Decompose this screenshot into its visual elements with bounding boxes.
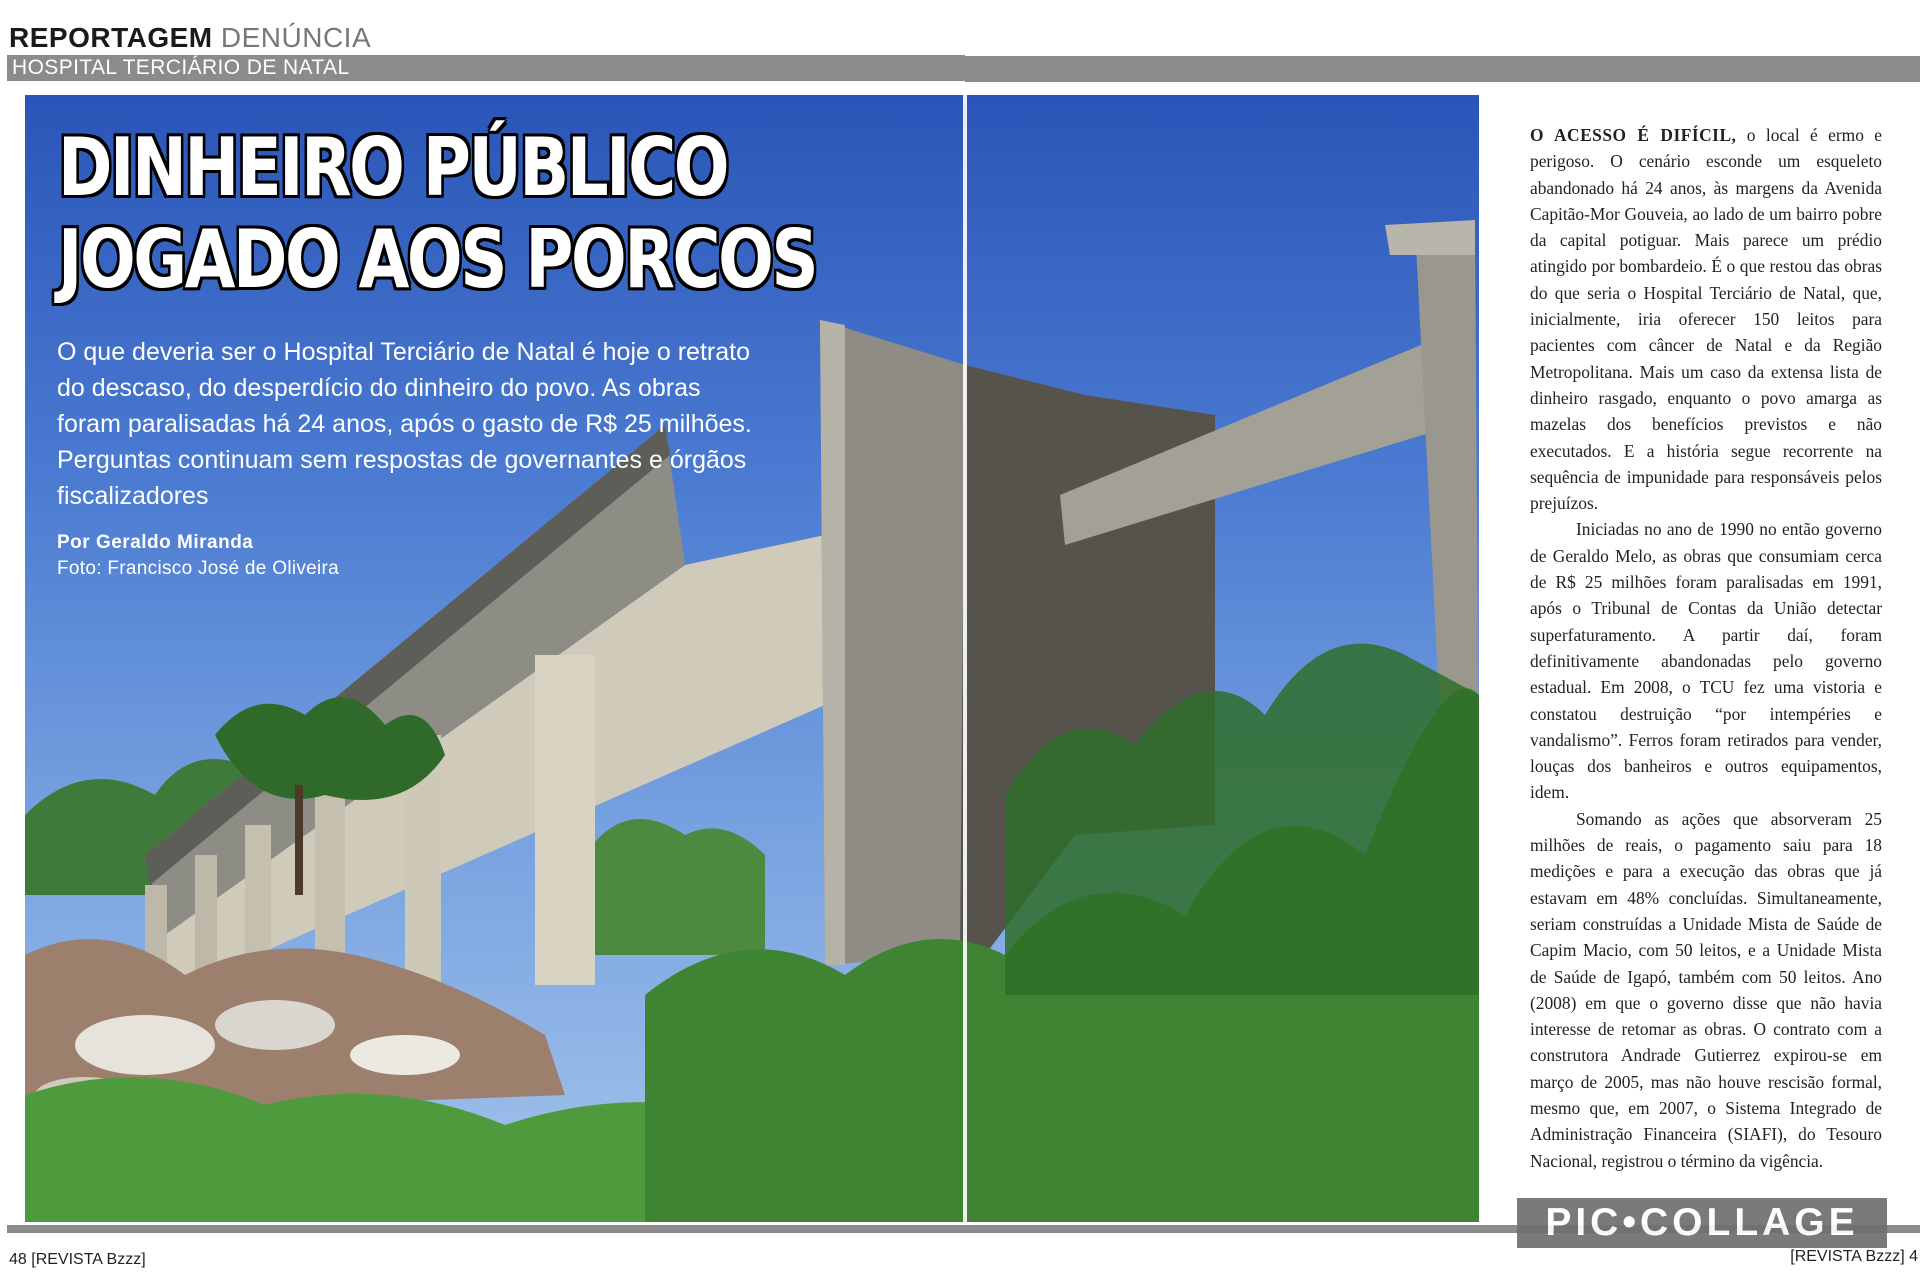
section-sublabel: DENÚNCIA <box>220 22 372 53</box>
lead-in: O ACESSO É DIFÍCIL, <box>1530 125 1737 145</box>
article-paragraph-1 <box>1530 122 1882 516</box>
headline-line-1: DINHEIRO PÚBLICO <box>58 121 728 214</box>
subhead: HOSPITAL TERCIÁRIO DE NATAL <box>12 56 350 79</box>
page-fold <box>963 82 967 1242</box>
article-paragraph-3: Somando as ações que absorveram 25 milhões de reais, o pagamento saiu para 18 medições e para a execução das obras que já estavam em 48% concluídas. Simultaneamente, seriam construídas a Unidade Mista de Saúde de Capim Macio, com 50 leitos, e a Unidade Mista de Saúde de Igapó, também com 50 leitos. Ano (2008) em que o governo disse que não havia interesse de retomar as obras. O contrato com a construtora Andrade Gutierrez expirou-se em março de 2005, mas não houve rescisão formal, mesmo que, em 2007, o Sistema Integrado de Administração Financeira (SIAFI), do Tesouro Nacional, registrou o término da vigência. <box>1530 808 1882 1171</box>
byline: Por Geraldo Miranda <box>57 532 254 553</box>
folio-left: 48 [REVISTA Bzzz] <box>9 1251 146 1268</box>
photo-credit: Foto: Francisco José de Oliveira <box>57 558 340 579</box>
header-band-right <box>965 56 1920 82</box>
article-paragraph-2: Iniciadas no ano de 1990 no então governo de Geraldo Melo, as obras que consumiam cerca de R$ 25 milhões foram paralisadas em 1991, após o Tribunal de Contas da União detectar superfaturamento. A partir daí, foram definitivamente abandonadas pelo governo estadual. Em 2008, o TCU fez uma vistoria e constatou destruição “por intempéries e vandalismo”. Ferros foram retirados para vender, louças dos banheiros e outros equipamentos, idem. <box>1530 519 1882 803</box>
watermark: PIC•COLLAGE <box>1517 1198 1887 1248</box>
article-body <box>1530 122 1882 1174</box>
paragraph-1-text: o local é ermo e perigoso. O cenário esconde um esqueleto abandonado há 24 anos, às margens da Avenida Capitão-Mor Gouveia, ao lado de um bairro pobre da capital potiguar. Mais parece um prédio atingido por bombardeio. É o que restou das obras do que seria o Hospital Terciário de Natal, que, inicialmente, iria oferecer 150 leitos para pacientes com câncer de Natal e da Região Metropolitana. Mais um caso da extensa lista de dinheiro rasgado, enquanto o povo amarga as mazelas dos benefícios previstos e não executados. E a história segue recorrente na sequência de impunidade para responsáveis pelos prejuízos. <box>1530 125 1882 514</box>
lede: O que deveria ser o Hospital Terciário de Natal é hoje o retrato do descaso, do desperdício do dinheiro do povo. As obras foram paralisadas há 24 anos, após o gasto de R$ 25 milhões. Perguntas continuam sem respostas de governantes e órgãos fiscalizadores <box>57 338 752 510</box>
section-label: REPORTAGEM <box>9 22 213 53</box>
folio-right: [REVISTA Bzzz] 4 <box>1790 1248 1918 1265</box>
headline-line-2: JOGADO AOS PORCOS <box>58 213 817 306</box>
section-header <box>9 22 371 54</box>
headline <box>58 122 816 306</box>
